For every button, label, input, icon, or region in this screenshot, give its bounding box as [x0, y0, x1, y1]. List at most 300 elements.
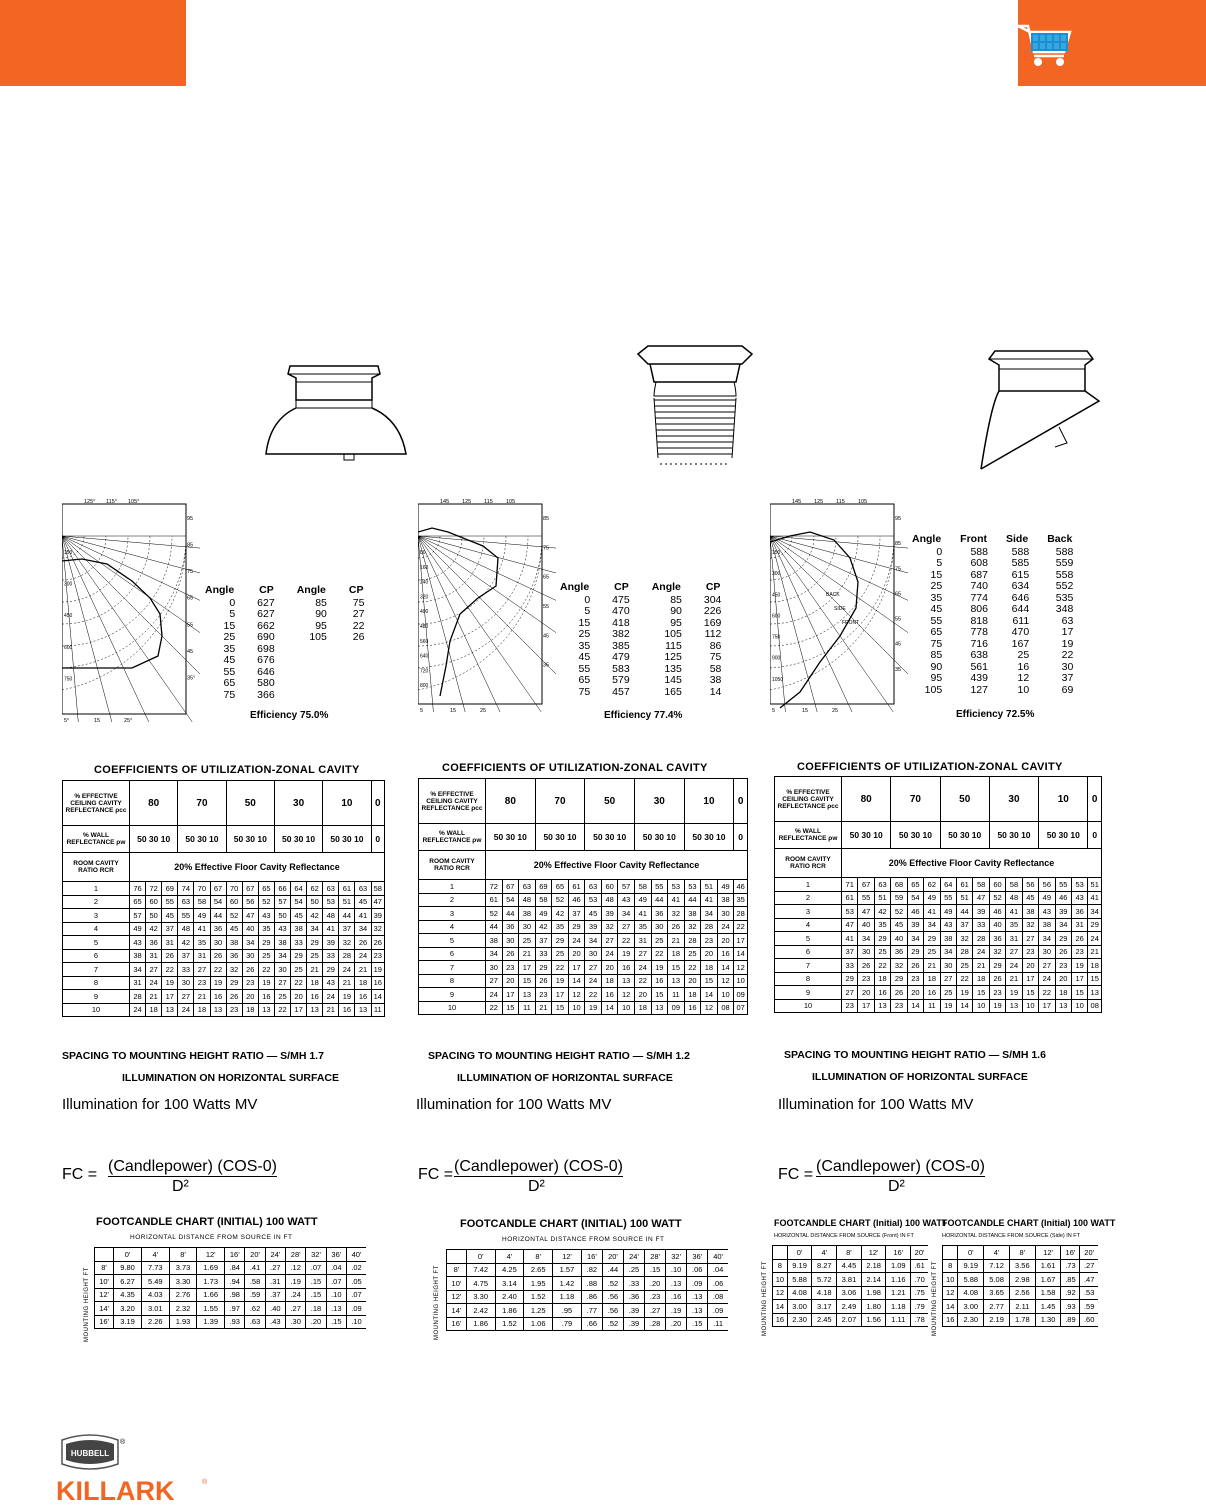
cp-cell: 806: [970, 603, 988, 615]
fc-value: 4.25: [495, 1263, 524, 1277]
fc-value: 1.25: [524, 1304, 553, 1318]
svg-text:®: ®: [202, 1479, 208, 1486]
cu-value: 51: [956, 891, 972, 905]
cu-row: [419, 1001, 748, 1015]
cu-value: 28: [701, 920, 718, 934]
fc-value: .56: [602, 1290, 623, 1304]
fc-height: 10: [943, 1273, 958, 1287]
cu-value: 25: [519, 934, 536, 948]
cu-value: 18: [601, 974, 618, 988]
cu-table-title: COEFFICIENTS OF UTILIZATION-ZONAL CAVITY: [797, 761, 1063, 773]
cu-rcr-value: 8: [419, 974, 486, 988]
cu-value: 28: [339, 949, 355, 963]
cu-value: 38: [291, 922, 307, 936]
fc-row: [943, 1273, 1099, 1287]
fc-value: 4.35: [114, 1288, 142, 1302]
fixture-refractor-illustration: [630, 340, 760, 470]
efficiency-label: Efficiency 75.0%: [250, 710, 329, 721]
fc-value: .52: [602, 1317, 623, 1331]
cu-value: 38: [1039, 918, 1055, 932]
cu-value: 15: [668, 961, 685, 975]
cu-value: 36: [891, 945, 907, 959]
shopping-cart-icon[interactable]: [1016, 18, 1072, 70]
fc-value: .05: [346, 1275, 366, 1289]
polar-angle-label: 105°: [128, 499, 140, 505]
cu-value: 53: [684, 880, 701, 894]
cp-cell: 644: [1011, 603, 1030, 615]
fc-value: 1.61: [1035, 1259, 1061, 1273]
fc-row: [95, 1261, 367, 1275]
cp-row: [560, 675, 721, 687]
cu-value: 16: [618, 961, 635, 975]
cu-value: 17: [291, 1003, 307, 1017]
fc-value: 1.21: [886, 1286, 911, 1300]
cu-value: 56: [242, 895, 258, 909]
cp-cell: 55: [578, 662, 591, 675]
footcandle-axis-label: MOUNTING HEIGHT FT: [84, 1267, 90, 1342]
cu-value: 41: [194, 922, 210, 936]
svg-text:HUBBELL: HUBBELL: [70, 1449, 110, 1458]
cu-row: [775, 905, 1102, 919]
cu-value: 30: [502, 934, 519, 948]
cu-value: 22: [486, 1001, 503, 1015]
cu-value: 25: [684, 947, 701, 961]
fc-value: 3.01: [141, 1302, 169, 1316]
cu-value: 42: [307, 909, 323, 923]
polar-angle-label: 75: [543, 545, 550, 552]
cp-row: [560, 606, 721, 618]
fc-value: .10: [326, 1288, 346, 1302]
fc-value: .85: [1061, 1273, 1080, 1287]
fc-value: 1.42: [553, 1277, 582, 1291]
candlepower-table: [205, 584, 364, 701]
cp-row: [912, 558, 1073, 570]
spacing-ratio-label: SPACING TO MOUNTING HEIGHT RATIO — S/MH 1.2: [428, 1050, 690, 1062]
cu-value: 47: [842, 918, 858, 932]
cu-value: 23: [535, 988, 552, 1002]
cp-cell: [327, 690, 365, 702]
fc-value: 1.56: [861, 1313, 886, 1327]
cp-cell: 75: [930, 637, 943, 650]
fc-height: 12: [773, 1286, 788, 1300]
polar-angle-label: 115°: [106, 499, 117, 505]
cu-value: 58: [371, 882, 384, 896]
polar-angle-label: 35: [895, 666, 902, 673]
cu-row: [419, 934, 748, 948]
cu-value: 18: [194, 1003, 210, 1017]
cu-value: 63: [178, 895, 194, 909]
cu-value: 12: [734, 961, 748, 975]
fc-value: .11: [708, 1317, 728, 1331]
cu-value: 34: [274, 949, 290, 963]
polar-radius-label: 720: [420, 668, 429, 675]
polar-angle-label: 125: [462, 499, 472, 505]
fc-value: .04: [326, 1261, 346, 1275]
fc-value: .93: [225, 1315, 245, 1329]
cu-value: 41: [634, 907, 651, 921]
fc-row: [447, 1290, 729, 1304]
cu-value: 21: [924, 959, 940, 973]
fc-value: 1.52: [524, 1290, 553, 1304]
cu-value: 29: [1055, 932, 1071, 946]
cu-value: 56: [1039, 878, 1055, 892]
fc-value: 3.14: [495, 1277, 524, 1291]
cu-value: 44: [210, 909, 226, 923]
cu-value: 23: [891, 999, 907, 1013]
polar-angle-label: 75: [895, 566, 902, 573]
cp-cell: 65: [223, 677, 236, 689]
fc-value: .58: [245, 1275, 265, 1289]
cu-value: 35: [634, 920, 651, 934]
cu-row: [419, 893, 748, 907]
cp-cell: [327, 655, 365, 667]
fc-value: .36: [623, 1290, 644, 1304]
cu-ceiling-value: 30: [634, 779, 684, 824]
cu-value: 24: [1006, 959, 1022, 973]
fc-header: 12': [1035, 1246, 1061, 1260]
cu-value: 24: [717, 920, 734, 934]
cu-rcr-label: ROOM CAVITY RATIO RCR: [419, 851, 486, 880]
cu-wall-label: % WALL REFLECTANCE ρw: [63, 826, 130, 853]
cu-value: 13: [162, 1003, 178, 1017]
polar-angle-label: 95: [895, 516, 902, 522]
cp-cell: 561: [970, 660, 988, 673]
cu-value: 71: [842, 878, 858, 892]
cu-value: 42: [146, 922, 162, 936]
cu-row: [63, 1003, 385, 1017]
fc-value: 3.17: [812, 1300, 837, 1314]
coefficients-of-utilization-table: [418, 778, 748, 1015]
cu-value: 29: [568, 920, 585, 934]
polar-angle-label: 105: [858, 499, 868, 505]
cu-value: 21: [194, 990, 210, 1004]
fc-value: .27: [1080, 1259, 1098, 1273]
cu-value: 24: [1088, 932, 1102, 946]
cu-rcr-value: 3: [419, 907, 486, 921]
fc-value: .12: [286, 1261, 306, 1275]
fc-height: 8: [943, 1259, 958, 1273]
cp-cell: 5: [584, 605, 591, 617]
cu-value: 17: [1022, 972, 1038, 986]
cu-row: [775, 999, 1102, 1013]
cu-value: 25: [651, 934, 668, 948]
cu-value: 38: [717, 893, 734, 907]
cu-value: 38: [274, 936, 290, 950]
fc-header: 36': [326, 1248, 346, 1262]
cu-value: 17: [568, 961, 585, 975]
cu-value: 26: [891, 986, 907, 1000]
cp-cell: 37: [1061, 672, 1074, 684]
fc-value: 3.00: [958, 1300, 984, 1314]
cu-value: 47: [858, 905, 874, 919]
cu-value: 52: [989, 891, 1005, 905]
cu-value: 16: [717, 947, 734, 961]
fc-value: 1.55: [197, 1302, 225, 1316]
cu-value: 45: [162, 909, 178, 923]
cu-rcr-value: 1: [775, 878, 842, 892]
cu-value: 29: [535, 961, 552, 975]
cp-cell: 38: [709, 674, 722, 686]
cp-row: [560, 652, 721, 664]
fc-value: .53: [1080, 1286, 1098, 1300]
cu-value: 10: [717, 988, 734, 1002]
cu-value: 74: [178, 882, 194, 896]
cu-value: 48: [519, 893, 536, 907]
cu-value: 20: [1022, 959, 1038, 973]
cp-cell: 470: [612, 605, 630, 617]
svg-text:®: ®: [120, 1439, 126, 1446]
cu-value: 54: [210, 895, 226, 909]
cu-value: 58: [1006, 878, 1022, 892]
cu-value: 61: [956, 878, 972, 892]
fc-value: .62: [245, 1302, 265, 1316]
cu-wall-value: 50 30 10: [634, 824, 684, 851]
cu-value: 10: [1071, 999, 1087, 1013]
cu-value: 20: [684, 974, 701, 988]
cp-cell: 45: [223, 654, 236, 666]
cu-value: 12: [568, 988, 585, 1002]
cu-value: 67: [242, 882, 258, 896]
cu-value: 51: [1088, 878, 1102, 892]
cu-ceiling-value: 30: [274, 781, 322, 826]
cu-value: 22: [162, 963, 178, 977]
cu-value: 33: [323, 949, 339, 963]
fc-height: 8': [95, 1261, 114, 1275]
cu-rcr-value: 4: [775, 918, 842, 932]
cu-value: 30: [1039, 945, 1055, 959]
footcandle-axis-label: MOUNTING HEIGHT FT: [434, 1265, 440, 1340]
fc-value: 2.56: [1009, 1286, 1035, 1300]
polar-angle-label: 15: [450, 708, 457, 712]
cp-cell: 778: [970, 626, 988, 638]
illumination-heading: ILLUMINATION OF HORIZONTAL SURFACE: [457, 1072, 673, 1084]
cu-value: 63: [355, 882, 371, 896]
cu-floor-label: 20% Effective Floor Cavity Reflectance: [130, 853, 385, 882]
fc-value: .27: [265, 1261, 285, 1275]
fc-header: 0': [466, 1250, 495, 1264]
cp-row: [560, 687, 721, 699]
fc-row: [773, 1286, 929, 1300]
fc-header: 16': [886, 1246, 911, 1260]
cu-rcr-value: 5: [63, 936, 130, 950]
cu-value: 48: [323, 909, 339, 923]
cu-value: 12: [618, 988, 635, 1002]
cu-value: 29: [924, 932, 940, 946]
cu-ceiling-value: 0: [734, 779, 748, 824]
polar-radius-label: 300: [772, 571, 781, 578]
cp-header: CP: [614, 581, 629, 593]
fc-value: 1.52: [495, 1317, 524, 1331]
fc-value: 2.42: [466, 1304, 495, 1318]
cu-value: 16: [210, 990, 226, 1004]
cu-value: 24: [601, 947, 618, 961]
footcandle-chart-title: FOOTCANDLE CHART (Initial) 100 WATT: [774, 1218, 948, 1228]
cu-value: 42: [178, 936, 194, 950]
fc-row: [943, 1286, 1099, 1300]
cu-value: 21: [535, 1001, 552, 1015]
cu-value: 31: [146, 949, 162, 963]
cp-cell: [327, 667, 365, 679]
cu-value: 22: [734, 920, 748, 934]
cu-value: 29: [907, 945, 923, 959]
fc-value: 5.08: [984, 1273, 1010, 1287]
polar-angle-label: 115: [836, 499, 845, 505]
cu-value: 59: [891, 891, 907, 905]
cp-cell: 95: [315, 619, 327, 632]
fc-value: .39: [623, 1304, 644, 1318]
fc-height: 14': [447, 1304, 467, 1318]
cu-value: 23: [371, 949, 384, 963]
cu-rcr-value: 2: [419, 893, 486, 907]
fc-value: 4.45: [837, 1259, 862, 1273]
fc-value: .04: [708, 1263, 728, 1277]
polar-radius-label: 450: [64, 613, 73, 620]
fc-value: .20: [645, 1277, 666, 1291]
cp-cell: 30: [1061, 660, 1074, 673]
fc-value: 2.30: [787, 1313, 812, 1327]
cu-row: [775, 918, 1102, 932]
candlepower-polar-chart: [62, 496, 200, 722]
cu-value: 22: [1039, 986, 1055, 1000]
cu-rcr-value: 1: [63, 882, 130, 896]
cu-rcr-value: 7: [419, 961, 486, 975]
cu-value: 18: [634, 1001, 651, 1015]
cp-cell: 690: [257, 631, 275, 643]
cu-value: 76: [130, 882, 146, 896]
cp-cell: 740: [970, 580, 988, 592]
cu-value: 49: [1039, 891, 1055, 905]
cp-cell: 638: [970, 649, 988, 661]
cu-ceiling-label: % EFFECTIVE CEILING CAVITY REFLECTANCE ρcc: [775, 777, 842, 822]
cu-value: 20: [701, 947, 718, 961]
cu-value: 67: [502, 880, 519, 894]
polar-radius-label: 150: [772, 550, 781, 556]
cu-value: 42: [552, 907, 569, 921]
cu-value: 22: [552, 961, 569, 975]
cu-value: 21: [1006, 972, 1022, 986]
candlepower-table: [912, 533, 1073, 696]
cu-value: 43: [1039, 905, 1055, 919]
fc-value: 9.80: [114, 1261, 142, 1275]
fc-header: 8': [169, 1248, 197, 1262]
cp-cell: 25: [223, 631, 236, 643]
cu-value: 18: [242, 1003, 258, 1017]
cp-cell: 86: [709, 639, 722, 652]
cu-rcr-value: 6: [63, 949, 130, 963]
cu-value: 40: [989, 918, 1005, 932]
cu-rcr-value: 1: [419, 880, 486, 894]
cu-row: [63, 895, 385, 909]
cu-rcr-value: 5: [419, 934, 486, 948]
fc-value: 2.98: [1009, 1273, 1035, 1287]
cu-value: 16: [258, 990, 274, 1004]
cu-value: 22: [291, 976, 307, 990]
cu-value: 11: [519, 1001, 536, 1015]
cp-cell: 588: [1011, 545, 1030, 558]
cu-value: 38: [486, 934, 503, 948]
cu-rcr-value: 4: [63, 922, 130, 936]
cp-cell: 75: [709, 651, 722, 663]
cu-rcr-value: 6: [775, 945, 842, 959]
cu-value: 22: [956, 972, 972, 986]
cu-value: 37: [842, 945, 858, 959]
cu-value: 10: [618, 1001, 635, 1015]
cu-value: 51: [874, 891, 890, 905]
cu-value: 19: [210, 976, 226, 990]
cu-value: 13: [1006, 999, 1022, 1013]
cu-value: 20: [502, 974, 519, 988]
cu-value: 19: [940, 999, 956, 1013]
fc-height: 10: [773, 1273, 788, 1287]
fc-value: 3.20: [114, 1302, 142, 1316]
cu-value: 26: [242, 963, 258, 977]
fc-value: .97: [225, 1302, 245, 1316]
cu-value: 61: [486, 893, 503, 907]
cu-rcr-value: 4: [419, 920, 486, 934]
cu-value: 19: [618, 947, 635, 961]
fc-value: .09: [708, 1304, 728, 1318]
polar-radius-label: 600: [64, 644, 73, 651]
cu-value: 20: [601, 961, 618, 975]
cu-value: 30: [651, 920, 668, 934]
cp-cell: 127: [970, 683, 988, 696]
cu-value: 19: [339, 990, 355, 1004]
cu-value: 28: [130, 990, 146, 1004]
cu-wall-value: 50 30 10: [684, 824, 734, 851]
cu-value: 15: [552, 1001, 569, 1015]
fc-value: 4.08: [787, 1286, 812, 1300]
cu-ceiling-value: 70: [535, 779, 585, 824]
cu-wall-value: 50 30 10: [226, 826, 274, 853]
cu-value: 15: [973, 986, 989, 1000]
cu-value: 55: [858, 891, 874, 905]
cu-value: 14: [717, 961, 734, 975]
cp-cell: 95: [930, 672, 943, 684]
fc-header: 40': [346, 1248, 366, 1262]
cu-row: [775, 932, 1102, 946]
cu-value: 44: [651, 893, 668, 907]
fc-value: 7.42: [466, 1263, 495, 1277]
hubbell-killark-logo: [56, 1434, 216, 1507]
fc-height: 16': [447, 1317, 467, 1331]
cu-value: 26: [355, 936, 371, 950]
cu-value: 12: [717, 974, 734, 988]
cu-value: 16: [874, 986, 890, 1000]
cp-cell: 627: [257, 608, 275, 620]
fc-row: [95, 1288, 367, 1302]
cp-cell: 0: [229, 596, 236, 609]
cu-value: 28: [956, 945, 972, 959]
cp-cell: 55: [930, 614, 943, 627]
fc-value: .06: [708, 1277, 728, 1291]
cu-value: 29: [552, 934, 569, 948]
cu-rcr-value: 9: [419, 988, 486, 1002]
cp-cell: 90: [930, 660, 943, 673]
fc-value: .63: [245, 1315, 265, 1329]
cu-value: 39: [973, 905, 989, 919]
fc-value: .66: [581, 1317, 602, 1331]
cu-value: 38: [940, 932, 956, 946]
cu-value: 34: [940, 945, 956, 959]
cu-value: 35: [1006, 918, 1022, 932]
cu-value: 57: [618, 880, 635, 894]
polar-radius-label: 320: [420, 594, 429, 601]
cu-value: 38: [226, 936, 242, 950]
cu-wall-value: 50 30 10: [1039, 822, 1088, 849]
cu-value: 19: [371, 963, 384, 977]
cu-value: 44: [502, 907, 519, 921]
cu-value: 18: [307, 976, 323, 990]
